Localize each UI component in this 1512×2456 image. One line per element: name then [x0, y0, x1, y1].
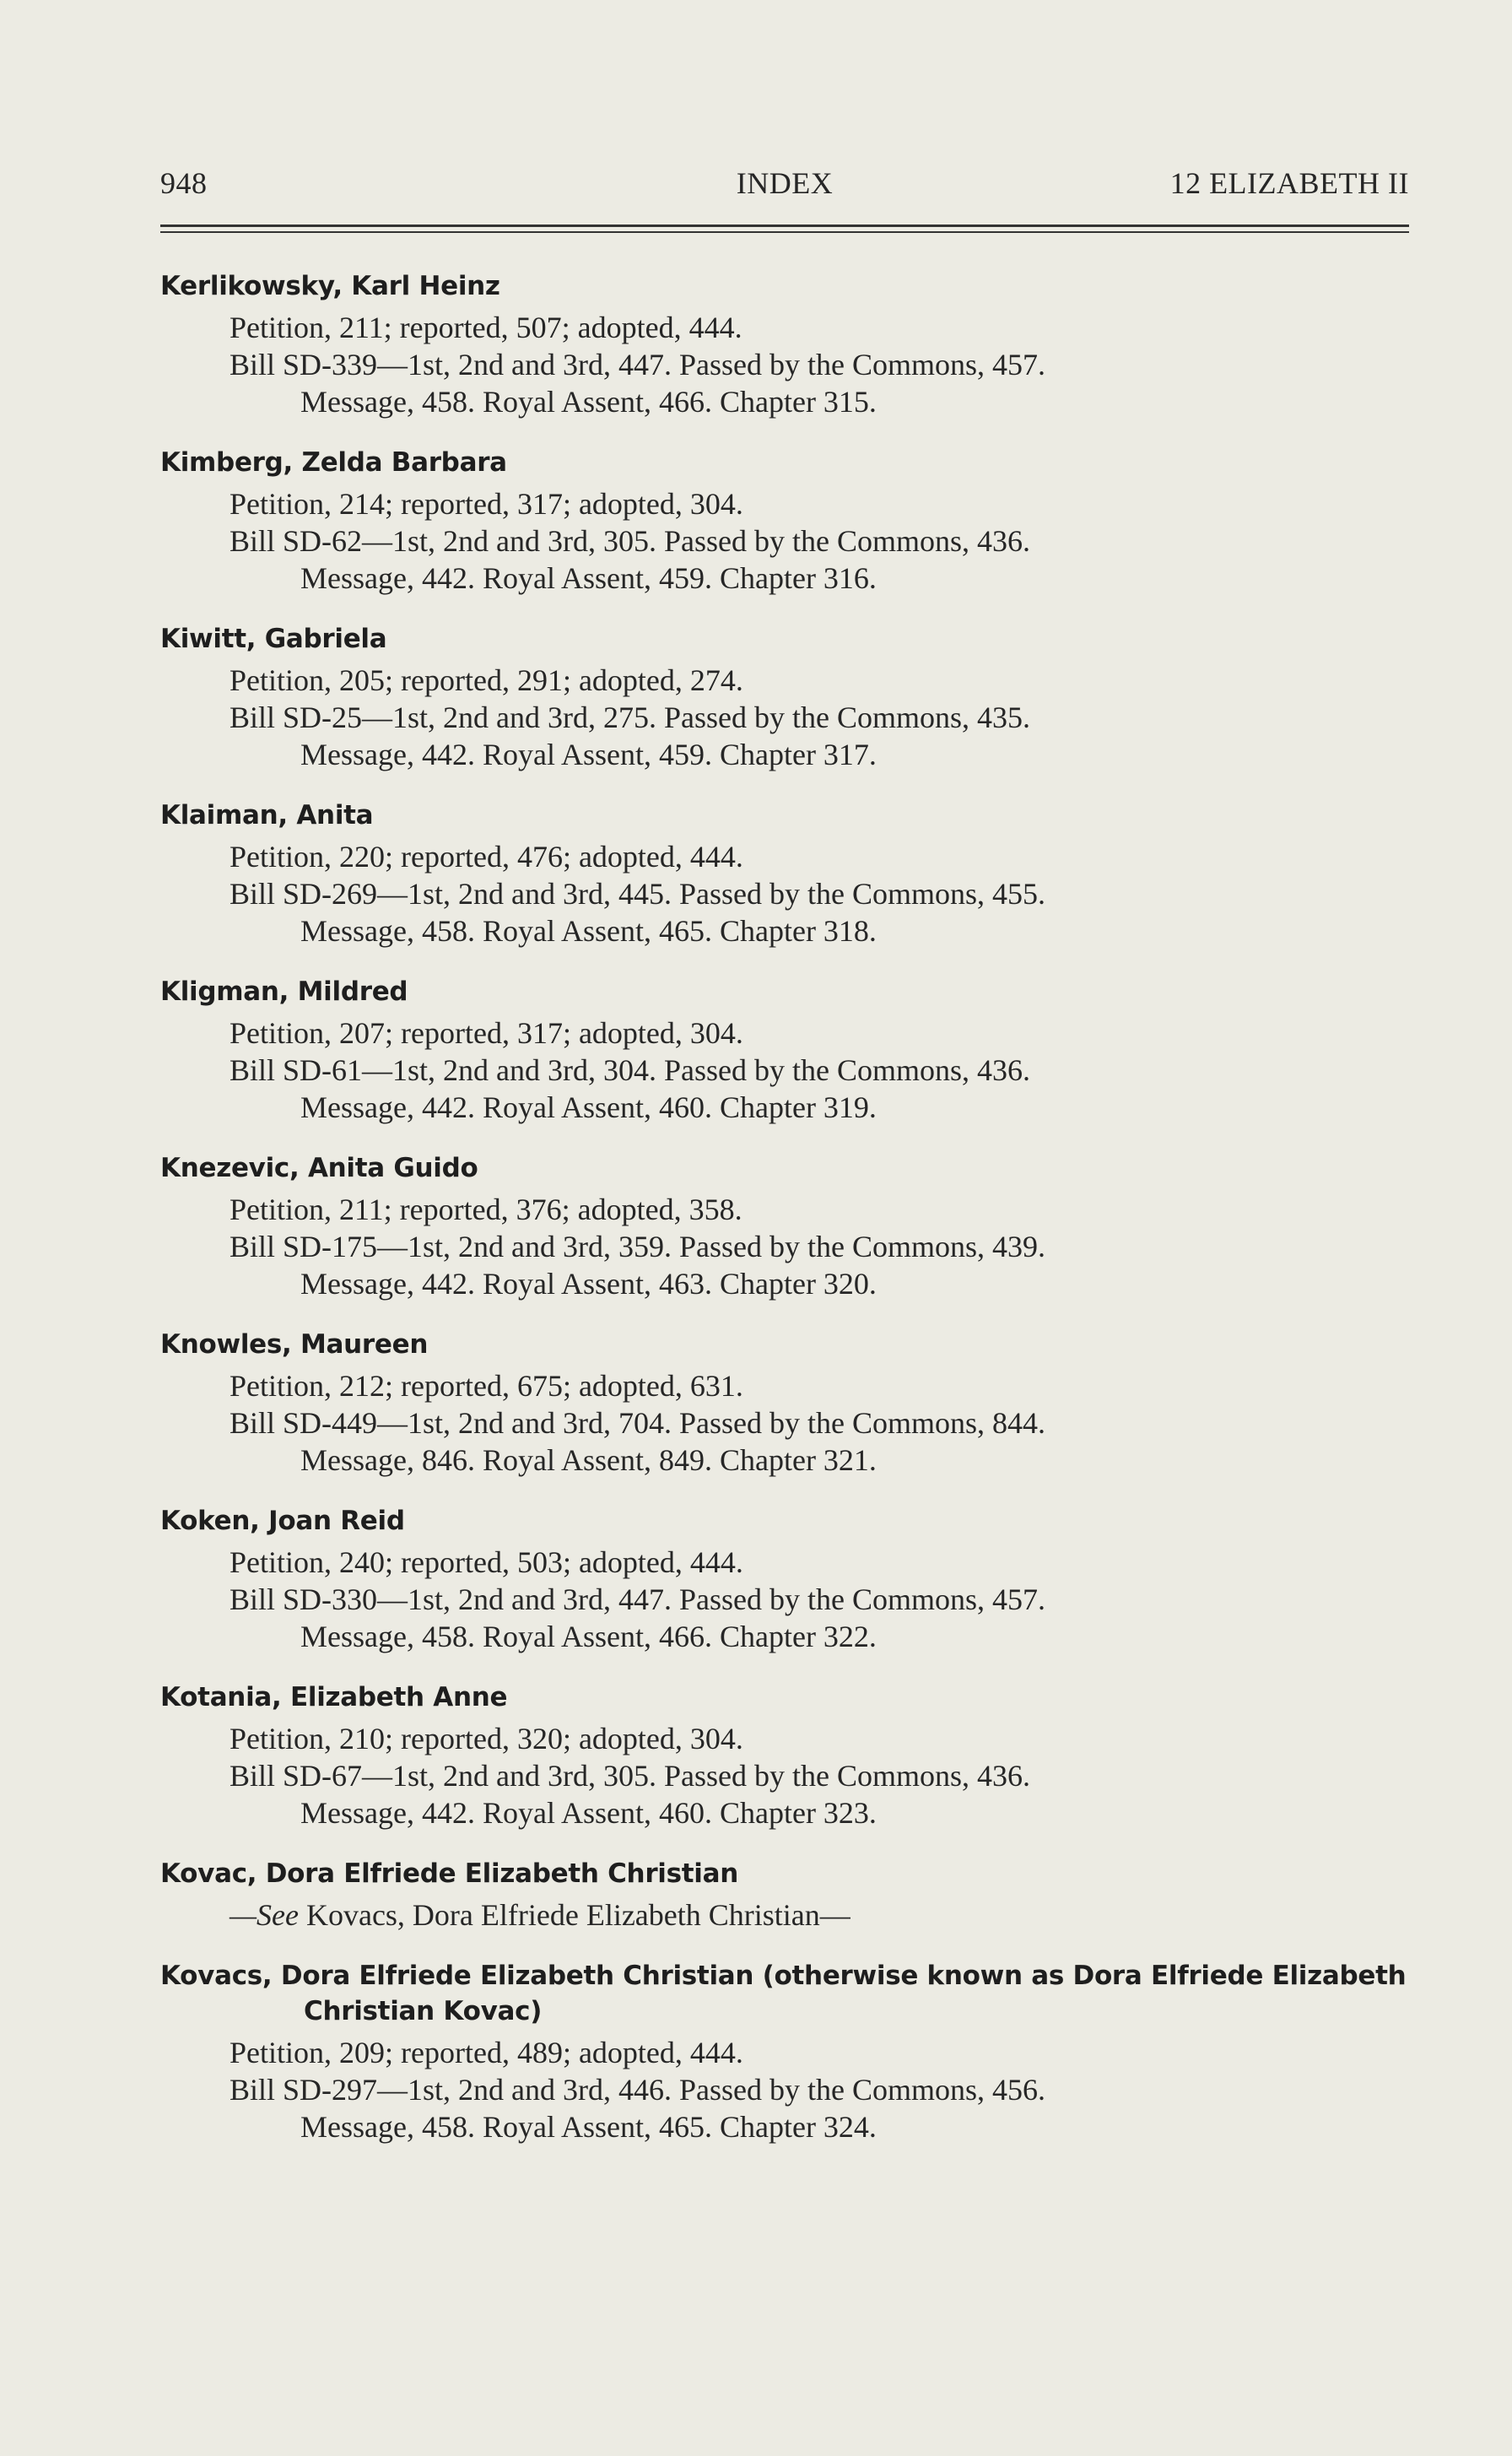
entry-petition: Petition, 220; reported, 476; adopted, 444. [230, 840, 743, 874]
entry-message: Message, 442. Royal Assent, 459. Chapter 317. [300, 738, 877, 771]
index-entry [160, 1680, 1418, 1831]
index-entry [160, 1856, 1418, 1934]
entry-message: Message, 442. Royal Assent, 463. Chapter 320. [300, 1267, 877, 1301]
running-head [160, 165, 1409, 208]
index-entry [160, 445, 1418, 597]
header-rule-bottom [160, 231, 1409, 233]
entry-message: Message, 442. Royal Assent, 460. Chapter 323. [300, 1796, 877, 1830]
entry-bill: Bill SD-61—1st, 2nd and 3rd, 304. Passed by the Commons, 436. [230, 1053, 1031, 1087]
entry-name: Kovac, Dora Elfriede Elizabeth Christian [160, 1858, 739, 1889]
entry-message: Message, 458. Royal Assent, 465. Chapter 324. [300, 2110, 877, 2144]
index-entry [160, 1503, 1418, 1655]
entry-name: Kligman, Mildred [160, 976, 408, 1007]
entry-bill: Bill SD-339—1st, 2nd and 3rd, 447. Passed by the Commons, 457. [230, 348, 1046, 381]
page-number: 948 [160, 166, 208, 200]
entry-bill: Bill SD-25—1st, 2nd and 3rd, 275. Passed by the Commons, 435. [230, 701, 1031, 734]
entry-bill: Bill SD-62—1st, 2nd and 3rd, 305. Passed by the Commons, 436. [230, 524, 1031, 558]
entry-name: Kimberg, Zelda Barbara [160, 447, 507, 478]
entry-name: Kiwitt, Gabriela [160, 624, 387, 654]
entry-bill: Bill SD-67—1st, 2nd and 3rd, 305. Passed by the Commons, 436. [230, 1759, 1031, 1793]
entry-name: Kovacs, Dora Elfriede Elizabeth Christian (otherwise known as Dora Elfriede Elizabeth Christian Kovac) [160, 1961, 1407, 2026]
page-title: INDEX [736, 166, 834, 200]
entry-message: Message, 458. Royal Assent, 466. Chapter 315. [300, 385, 877, 419]
entry-petition: Petition, 205; reported, 291; adopted, 274. [230, 663, 743, 697]
entry-bill: Bill SD-330—1st, 2nd and 3rd, 447. Passed by the Commons, 457. [230, 1582, 1046, 1616]
entry-name: Koken, Joan Reid [160, 1506, 405, 1536]
entry-petition: Petition, 212; reported, 675; adopted, 631. [230, 1369, 743, 1403]
see-target: Kovacs, Dora Elfriede Elizabeth Christian— [298, 1898, 850, 1932]
entry-name: Knezevic, Anita Guido [160, 1153, 478, 1183]
index-entry [160, 1958, 1418, 2145]
entry-petition: Petition, 211; reported, 507; adopted, 444. [230, 311, 742, 344]
entry-name: Klaiman, Anita [160, 800, 374, 830]
entry-message: Message, 442. Royal Assent, 460. Chapter 319. [300, 1090, 877, 1124]
entry-name: Knowles, Maureen [160, 1329, 429, 1360]
entry-petition: Petition, 211; reported, 376; adopted, 358. [230, 1193, 742, 1226]
entry-message: Message, 458. Royal Assent, 465. Chapter 318. [300, 914, 877, 948]
regnal-year: 12 ELIZABETH II [1169, 166, 1409, 200]
entry-petition: Petition, 214; reported, 317; adopted, 304. [230, 487, 743, 521]
entry-message: Message, 458. Royal Assent, 466. Chapter 322. [300, 1620, 877, 1653]
index-entry [160, 974, 1418, 1126]
index-entry [160, 798, 1418, 949]
index-entry [160, 1327, 1418, 1479]
index-entries [160, 268, 1418, 2145]
entry-cross-reference [160, 1896, 1418, 1934]
entry-bill: Bill SD-449—1st, 2nd and 3rd, 704. Passed by the Commons, 844. [230, 1406, 1046, 1440]
entry-petition: Petition, 210; reported, 320; adopted, 304. [230, 1722, 743, 1755]
entry-bill: Bill SD-297—1st, 2nd and 3rd, 446. Passed by the Commons, 456. [230, 2073, 1046, 2107]
entry-bill: Bill SD-269—1st, 2nd and 3rd, 445. Passed by the Commons, 455. [230, 877, 1046, 911]
entry-name: Kotania, Elizabeth Anne [160, 1682, 508, 1712]
entry-message: Message, 442. Royal Assent, 459. Chapter 316. [300, 561, 877, 595]
header-rule-top [160, 225, 1409, 227]
entry-petition: Petition, 240; reported, 503; adopted, 444. [230, 1545, 743, 1579]
entry-bill: Bill SD-175—1st, 2nd and 3rd, 359. Passed by the Commons, 439. [230, 1230, 1046, 1263]
entry-name: Kerlikowsky, Karl Heinz [160, 271, 500, 301]
index-entry [160, 621, 1418, 773]
entry-petition: Petition, 209; reported, 489; adopted, 444. [230, 2036, 743, 2069]
entry-message: Message, 846. Royal Assent, 849. Chapter 321. [300, 1443, 877, 1477]
index-entry [160, 268, 1418, 420]
see-label: —See [230, 1898, 299, 1932]
index-entry [160, 1150, 1418, 1302]
entry-petition: Petition, 207; reported, 317; adopted, 304. [230, 1016, 743, 1050]
